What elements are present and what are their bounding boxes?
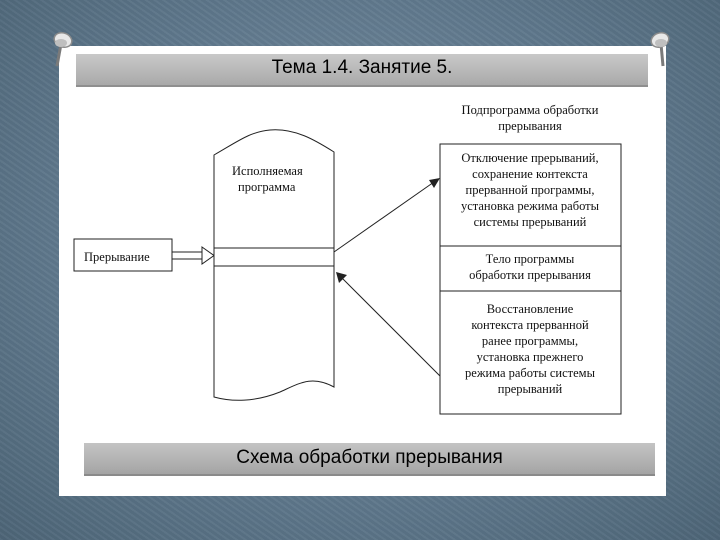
svg-text:прерванной программы,: прерванной программы, [465,183,595,197]
subroutine-header-line: прерывания [498,119,562,133]
svg-text:установка режима работы: установка режима работы [460,199,600,213]
subroutine-header-line: Подпрограмма обработки [461,103,599,117]
svg-text:сохранение контекста: сохранение контекста [472,167,588,181]
svg-text:обработки прерывания: обработки прерывания [469,268,591,282]
return-arrow [336,272,440,376]
svg-text:режима работы системы: режима работы системы [465,366,595,380]
program-label-line: Исполняемая [232,164,303,178]
caption-bar [84,443,655,476]
slide-title: Тема 1.4. Занятие 5. [271,57,453,78]
svg-text:ранее программы,: ранее программы, [481,334,579,348]
svg-text:Восстановление: Восстановление [486,302,574,316]
diagram-caption: Схема обработки прерывания [236,447,503,468]
svg-text:прерываний: прерываний [497,382,563,396]
interrupt-label: Прерывание [84,250,150,264]
svg-text:Тело программы: Тело программы [485,252,575,266]
svg-text:контекста прерванной: контекста прерванной [471,318,589,332]
svg-text:установка прежнего: установка прежнего [476,350,584,364]
svg-text:системы прерываний: системы прерываний [473,215,587,229]
block-save-context [461,151,600,229]
program-label-line: программа [238,180,296,194]
interrupt-arrow [172,247,214,264]
call-arrow [334,178,440,252]
svg-text:Отключение прерываний,: Отключение прерываний, [461,151,599,165]
